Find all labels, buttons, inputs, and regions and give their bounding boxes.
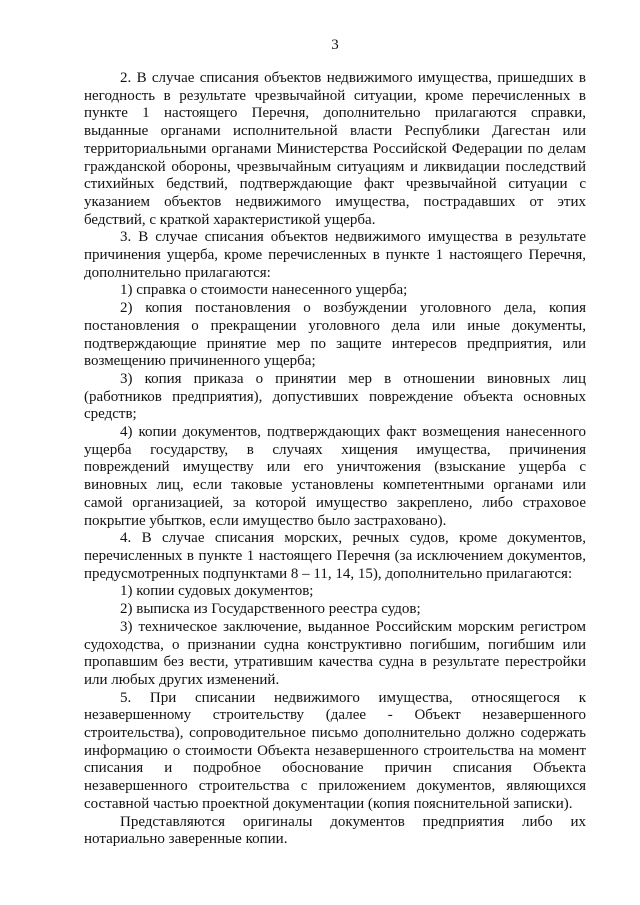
subitem-4-1: 1) копии судовых документов; <box>120 583 314 600</box>
subitem-3-4: 4) копии документов, подтверждающих факт возмещения нанесенного ущерба государству, в случаях хищения имущества, причинения повреждений имуществу или его уничтожения (взыскание ущерба с виновных лиц, если таковые установлены компетентными органами или самой организацией, за которой имущество закреплено, либо страховое покрытие убытков, если имущество было застраховано). <box>84 424 586 529</box>
document-body <box>84 70 586 849</box>
closing-paragraph: Представляются оригиналы документов предприятия либо их нотариально заверенные копии. <box>84 813 586 848</box>
subitem-4-3: 3) техническое заключение, выданное Российским морским регистром судоходства, о признании судна конструктивно погибшим, погибшим или пропавшим без вести, утратившим качества судна в результате перестройки или любых других изменений. <box>84 618 586 688</box>
paragraph-item-2: 2. В случае списания объектов недвижимого имущества, пришедших в негодность в результате чрезвычайной ситуации, кроме перечисленных в пункте 1 настоящего Перечня, дополнительно прилагаются справки, выданные органами исполнительной власти Республики Дагестан или территориальными органами Министерства Российской Федерации по делам гражданской обороны, чрезвычайным ситуациям и ликвидации последствий стихийных бедствий, подтверждающие факт чрезвычайной ситуации с указанием объектов недвижимого имущества, пострадавших от этих бедствий, с краткой характеристикой ущерба. <box>84 70 586 228</box>
subitem-4-2: 2) выписка из Государственного реестра судов; <box>120 601 421 618</box>
subitem-3-2: 2) копия постановления о возбуждении уголовного дела, копия постановления о прекращении уголовного дела или иные документы, подтверждающие принятие мер по защите интересов предприятия, или возмещению причиненного ущерба; <box>84 300 586 370</box>
subitem-3-1: 1) справка о стоимости нанесенного ущерба; <box>120 282 408 299</box>
paragraph-item-5: 5. При списании недвижимого имущества, относящегося к незавершенному строительству (далее - Объект незавершенного строительства), сопроводительное письмо дополнительно должно содержать информацию о стоимости Объекта незавершенного строительства на момент списания и подробное обоснование причин списания Объекта незавершенного строительства с приложением документов, являющихся составной частью проектной документации (копия пояснительной записки). <box>84 689 586 812</box>
paragraph-item-4: 4. В случае списания морских, речных судов, кроме документов, перечисленных в пункте 1 настоящего Перечня (за исключением документов, предусмотренных подпунктами 8 – 11, 14, 15), дополнительно прилагаются: <box>84 530 586 582</box>
subitem-3-3: 3) копия приказа о принятии мер в отношении виновных лиц (работников предприятия), допустивших повреждение объекта основных средств; <box>84 370 586 423</box>
page-number: 3 <box>331 37 339 53</box>
paragraph-item-3: 3. В случае списания объектов недвижимого имущества в результате причинения ущерба, кроме перечисленных в пункте 1 настоящего Перечня, дополнительно прилагаются: <box>84 229 586 281</box>
